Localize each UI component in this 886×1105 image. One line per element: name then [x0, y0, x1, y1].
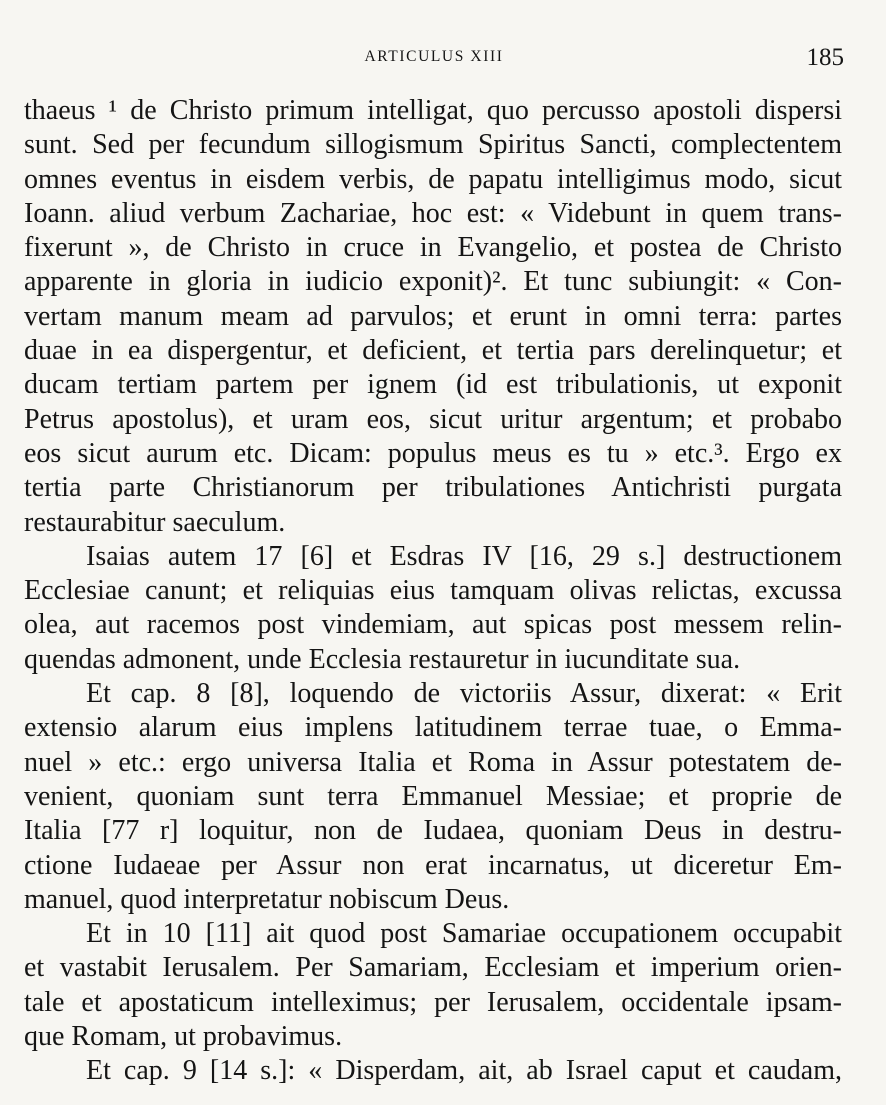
text-line: que Romam, ut probavimus.: [24, 1021, 343, 1053]
text-line: Ioann. aliud verbum Zachariae, hoc est: « Videbunt in quem trans-: [24, 197, 842, 229]
text-line: Et in 10 [11] ait quod post Samariae occupationem occupabit: [86, 918, 842, 950]
running-title: ARTICULUS XIII: [364, 48, 504, 65]
running-head: [24, 44, 844, 74]
text-line: extensio alarum eius implens latitudinem terrae tuae, o Emma-: [24, 712, 842, 744]
paragraph: [24, 94, 842, 540]
paragraph: [24, 540, 842, 677]
text-line: tertia parte Christianorum per tribulationes Antichristi purgata: [24, 472, 842, 504]
text-line: venient, quoniam sunt terra Emmanuel Messiae; et proprie de: [24, 780, 842, 812]
text-line: vertam manum meam ad parvulos; et erunt in omni terra: partes: [24, 300, 842, 332]
text-line: quendas admonent, unde Ecclesia restauretur in iucunditate sua.: [24, 643, 741, 675]
text-line: ctione Iudaeae per Assur non erat incarnatus, ut diceretur Em-: [24, 849, 842, 881]
text-line: Ecclesiae canunt; et reliquias eius tamquam olivas relictas, excussa: [24, 575, 842, 607]
text-line: Isaias autem 17 [6] et Esdras IV [16, 29 s.] destructionem: [86, 540, 842, 572]
paragraph: [24, 1054, 842, 1088]
text-line: omnes eventus in eisdem verbis, de papatu intelligimus modo, sicut: [24, 163, 842, 195]
text-line: nuel » etc.: ergo universa Italia et Roma in Assur potestatem de-: [24, 746, 842, 778]
paragraph: [24, 917, 842, 1054]
text-line: et vastabit Ierusalem. Per Samariam, Ecclesiam et imperium orien-: [24, 952, 842, 984]
text-line: ducam tertiam partem per ignem (id est tribulationis, ut exponit: [24, 369, 842, 401]
text-line: thaeus ¹ de Christo primum intelligat, quo percusso apostoli dispersi: [24, 95, 842, 126]
text-line: Et cap. 8 [8], loquendo de victoriis Assur, dixerat: « Erit: [86, 678, 842, 710]
text-line: sunt. Sed per fecundum sillogismum Spiritus Sancti, complectentem: [24, 129, 842, 161]
body-text: [24, 94, 842, 1089]
text-line: duae in ea dispergentur, et deficient, et tertia pars derelinquetur; et: [24, 335, 842, 367]
text-line: manuel, quod interpretatur nobiscum Deus.: [24, 883, 510, 915]
text-line: Et cap. 9 [14 s.]: « Disperdam, ait, ab Israel caput et caudam,: [86, 1055, 842, 1087]
text-line: apparente in gloria in iudicio exponit)². Et tunc subiungit: « Con-: [24, 266, 842, 298]
text-line: tale et apostaticum intelleximus; per Ierusalem, occidentale ipsam-: [24, 986, 842, 1018]
text-line: Petrus apostolus), et uram eos, sicut uritur argentum; et probabo: [24, 403, 842, 435]
text-line: Italia [77 r] loquitur, non de Iudaea, quoniam Deus in destru-: [24, 815, 842, 847]
text-line: fixerunt », de Christo in cruce in Evangelio, et postea de Christo: [24, 232, 842, 264]
text-line: olea, aut racemos post vindemiam, aut spicas post messem relin-: [24, 609, 842, 641]
text-line: restaurabitur saeculum.: [24, 506, 286, 538]
paragraph: [24, 677, 842, 917]
text-line: eos sicut aurum etc. Dicam: populus meus es tu » etc.³. Ergo ex: [24, 437, 842, 469]
page-number: 185: [806, 44, 844, 71]
